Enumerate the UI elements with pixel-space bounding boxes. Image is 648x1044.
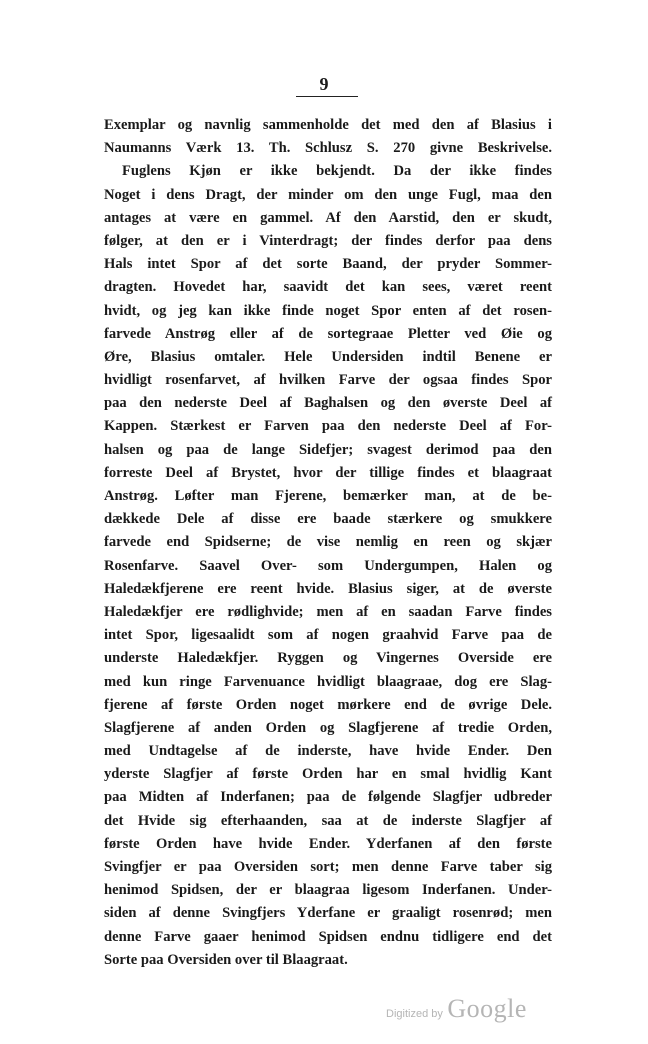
text-line: intet Spor, ligesaalidt som af nogen graahvid Farve paa de <box>104 627 552 644</box>
text-line: følger, at den er i Vinterdragt; der findes derfor paa dens <box>104 232 552 249</box>
text-line: Naumanns Værk 13. Th. Schlusz S. 270 givne Beskrivelse. <box>104 140 552 157</box>
text-line: første Orden have hvide Ender. Yderfanen af den første <box>104 835 552 852</box>
text-line: halsen og paa de lange Sidefjer; svagest derimod paa den <box>104 441 552 458</box>
text-line: Sorte paa Oversiden over til Blaagraat. <box>104 951 348 968</box>
text-line: dragten. Hovedet har, saavidt det kan sees, været reent <box>104 279 552 296</box>
page-number: 9 <box>319 74 329 94</box>
text-line: Fuglens Kjøn er ikke bekjendt. Da der ikke findes <box>122 163 552 180</box>
text-line: Noget i dens Dragt, der minder om den unge Fugl, maa den <box>104 186 552 203</box>
text-line: farvede Anstrøg eller af de sortegraae Pletter ved Øie og <box>104 325 552 342</box>
text-line: hvidt, og jeg kan ikke finde noget Spor enten af det rosen- <box>104 302 552 319</box>
text-line: paa den nederste Deel af Baghalsen og den øverste Deel af <box>104 395 552 412</box>
text-line: hvidligt rosenfarvet, af hvilken Farve der ogsaa findes Spor <box>104 372 552 389</box>
text-line: siden af denne Svingfjers Yderfane er graaligt rosenrød; men <box>104 905 552 922</box>
text-line: Slagfjerene af anden Orden og Slagfjerene af tredie Orden, <box>104 719 552 736</box>
text-line: Svingfjer er paa Oversiden sort; men denne Farve taber sig <box>104 859 552 875</box>
text-line: underste Haledækfjer. Ryggen og Vingernes Overside ere <box>104 650 552 667</box>
text-line: henimod Spidsen, der er blaagraa ligesom Inderfanen. Under- <box>104 882 552 899</box>
text-line: dækkede Dele af disse ere baade stærkere og smukkere <box>104 511 552 528</box>
text-line: paa Midten af Inderfanen; paa de følgende Slagfjer udbreder <box>104 789 552 806</box>
text-line: Haledækfjerene ere reent hvide. Blasius siger, at de øverste <box>104 580 552 597</box>
page-number-rule <box>296 96 358 97</box>
text-line: fjerene af første Orden noget mørkere end de øvrige Dele. <box>104 696 552 713</box>
text-line: Hals intet Spor af det sorte Baand, der pryder Sommer- <box>104 256 552 273</box>
text-line: forreste Deel af Brystet, hvor der tillige findes et blaagraat <box>104 464 552 481</box>
watermark-prefix: Digitized by <box>386 1008 443 1020</box>
text-line: farvede end Spidserne; de vise nemlig en reen og skjær <box>104 534 552 551</box>
text-line: Øre, Blasius omtaler. Hele Undersiden indtil Benene er <box>104 348 552 365</box>
text-line: Rosenfarve. Saavel Over- som Undergumpen, Halen og <box>104 557 552 574</box>
text-line: Haledækfjer ere rødlighvide; men af en saadan Farve findes <box>104 603 552 620</box>
text-line: antages at være en gammel. Af den Aarstid, den er skudt, <box>104 209 552 226</box>
text-line: Anstrøg. Løfter man Fjerene, bemærker man, at de be- <box>104 488 552 504</box>
text-line: Exemplar og navnlig sammenholde det med den af Blasius i <box>104 117 552 133</box>
digitized-watermark <box>386 994 527 1024</box>
text-line: yderste Slagfjer af første Orden har en smal hvidlig Kant <box>104 766 552 783</box>
text-line: med Undtagelse af de inderste, have hvide Ender. Den <box>104 743 552 760</box>
google-logo: Google <box>447 994 527 1023</box>
text-line: Kappen. Stærkest er Farven paa den nederste Deel af For- <box>104 418 552 435</box>
text-line: denne Farve gaaer henimod Spidsen endnu tidligere end det <box>104 928 552 945</box>
body-text <box>104 114 552 972</box>
text-line: med kun ringe Farvenuance hvidligt blaagraae, dog ere Slag- <box>104 673 552 690</box>
text-line: det Hvide sig efterhaanden, saa at de inderste Slagfjer af <box>104 812 552 829</box>
